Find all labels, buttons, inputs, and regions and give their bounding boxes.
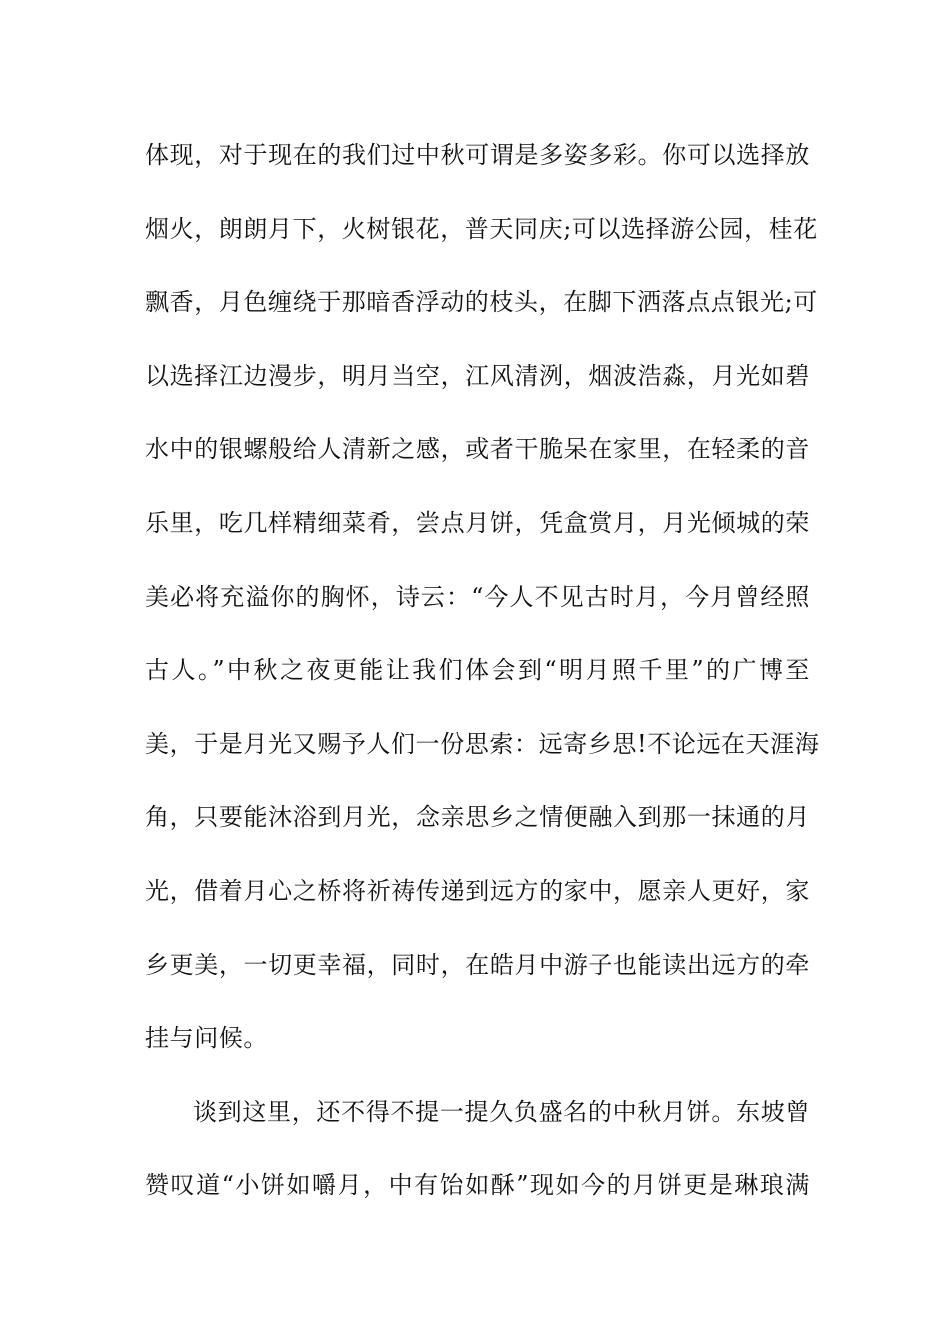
text-line: 古人。”中秋之夜更能让我们体会到“明月照千里”的广博至 [145, 656, 810, 685]
text-line: 光，借着月心之桥将祈祷传递到远方的家中，愿亲人更好，家 [145, 876, 810, 905]
body-text [145, 133, 820, 1237]
text-line: 乐里，吃几样精细菜肴，尝点月饼，凭盒赏月，月光倾城的荣 [145, 508, 810, 537]
text-line: 美必将充溢你的胸怀，诗云：“今人不见古时月，今月曾经照 [145, 582, 810, 611]
text-line: 挂与问候。 [145, 1024, 268, 1053]
text-line: 体现，对于现在的我们过中秋可谓是多姿多彩。你可以选择放 [145, 141, 810, 169]
text-line: 以选择江边漫步，明月当空，江风清洌，烟波浩淼，月光如碧 [145, 361, 810, 390]
text-line: 乡更美，一切更幸福，同时，在皓月中游子也能读出远方的牵 [145, 950, 810, 979]
text-line: 美，于是月光又赐予人们一份思索：远寄乡思!不论远在天涯海 [145, 729, 820, 758]
text-line: 水中的银螺般给人清新之感，或者干脆呆在家里，在轻柔的音 [145, 435, 810, 464]
text-line: 飘香，月色缠绕于那暗香浮动的枝头，在脚下洒落点点银光;可 [145, 288, 818, 317]
text-line: 角，只要能沐浴到月光，念亲思乡之情便融入到那一抹通的月 [145, 803, 810, 832]
text-line: 烟火，朗朗月下，火树银花，普天同庆;可以选择游公园，桂花 [145, 214, 818, 243]
text-line: 谈到这里，还不得不提一提久负盛名的中秋月饼。东坡曾 [193, 1097, 810, 1126]
text-line: 赞叹道“小饼如嚼月，中有饴如酥”现如今的月饼更是琳琅满 [145, 1171, 810, 1200]
